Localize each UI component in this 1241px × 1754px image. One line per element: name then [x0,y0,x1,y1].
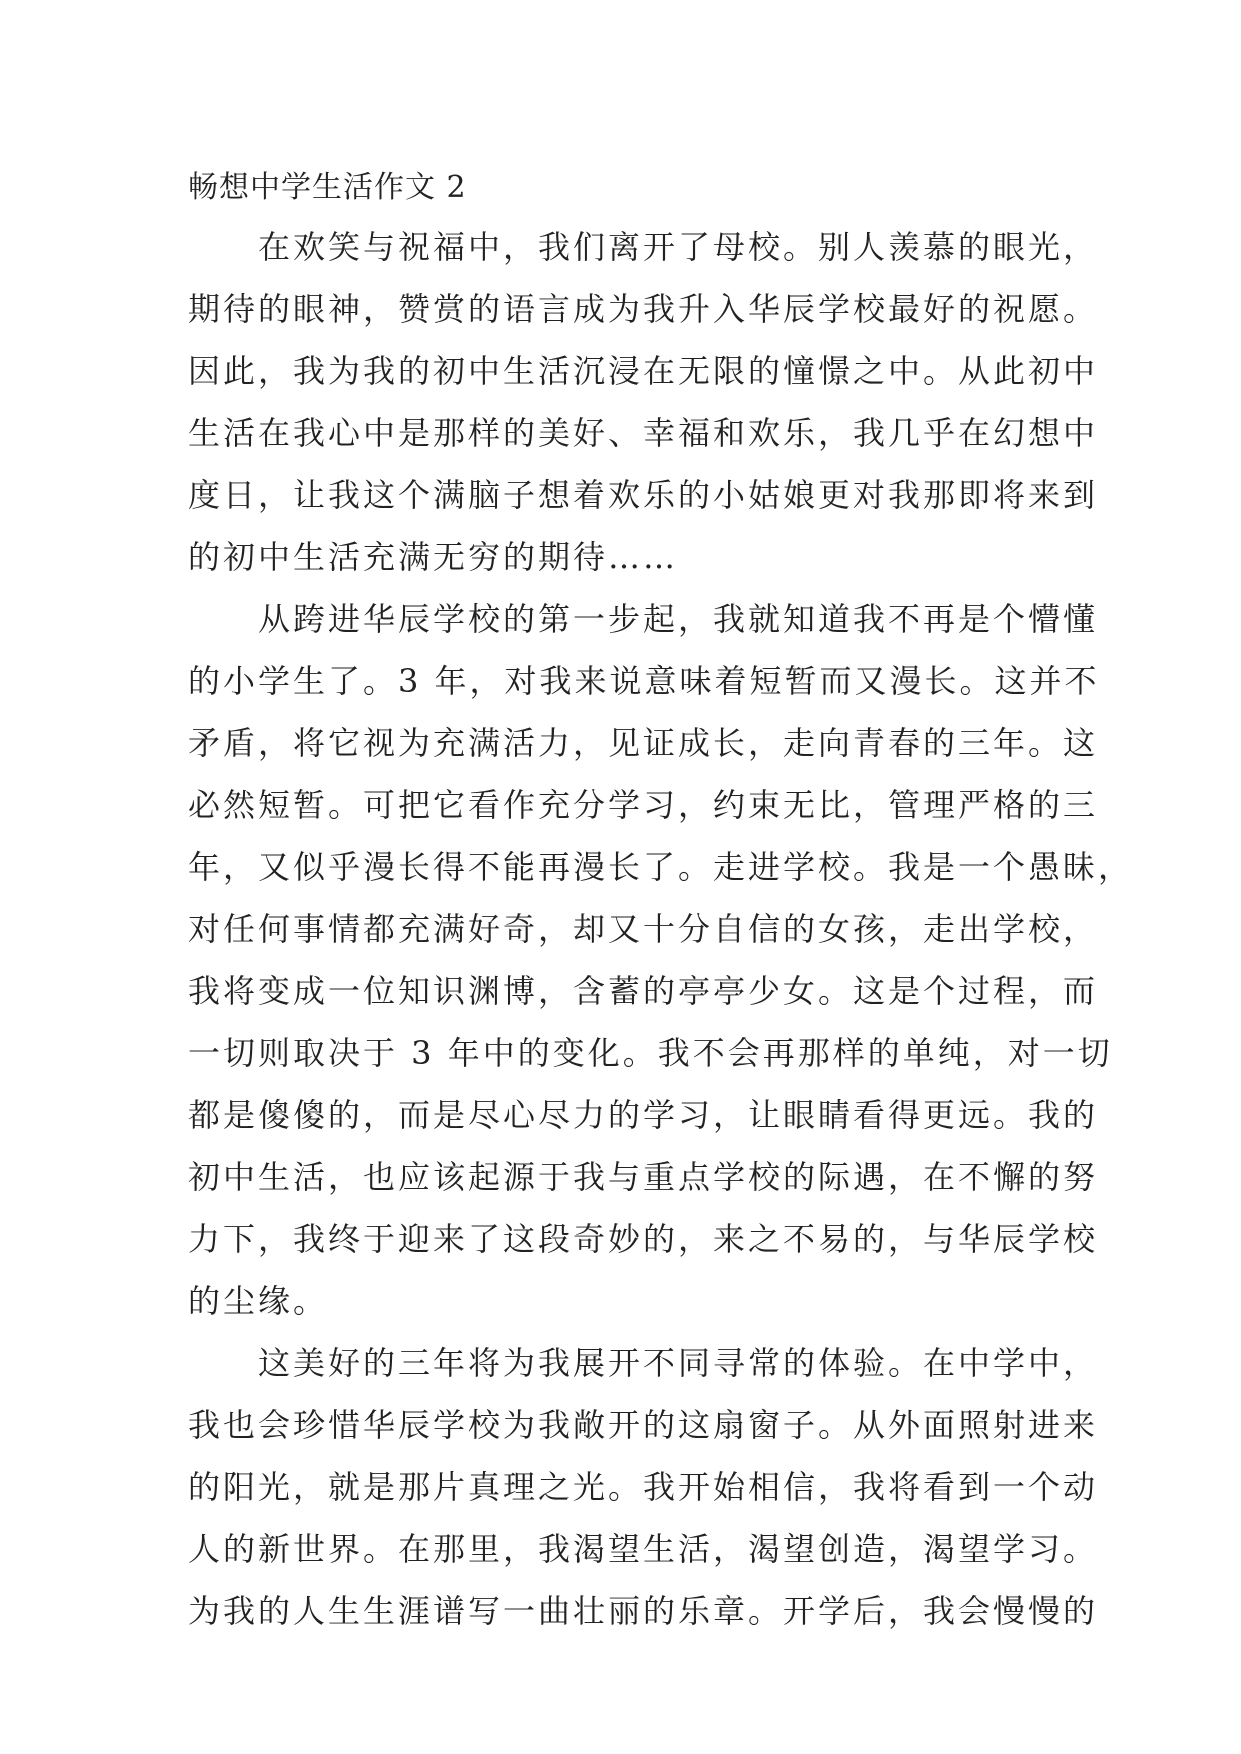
text-line: 因此，我为我的初中生活沉浸在无限的憧憬之中。从此初中 [188,352,1099,390]
paragraph-1 [188,216,1099,588]
text-line: 为我的人生生涯谱写一曲壮丽的乐章。开学后，我会慢慢的 [188,1592,1099,1630]
paragraph-3 [188,1332,1099,1642]
text-line: 必然短暂。可把它看作充分学习，约束无比，管理严格的三 [188,786,1099,824]
text-line: 的阳光，就是那片真理之光。我开始相信，我将看到一个动 [188,1468,1099,1506]
text-line: 度日，让我这个满脑子想着欢乐的小姑娘更对我那即将来到 [188,476,1099,514]
document-body [188,160,1134,1642]
text-line: 我将变成一位知识渊博，含蓄的亭亭少女。这是个过程，而 [188,972,1099,1010]
text-line: 一切则取决于 3 年中的变化。我不会再那样的单纯，对一切 [188,1034,1113,1072]
text-line: 生活在我心中是那样的美好、幸福和欢乐，我几乎在幻想中 [188,414,1099,452]
text-line: 在欢笑与祝福中，我们离开了母校。别人羡慕的眼光， [258,228,1099,266]
text-line: 这美好的三年将为我展开不同寻常的体验。在中学中， [258,1344,1099,1382]
text-line: 人的新世界。在那里，我渴望生活，渴望创造，渴望学习。 [188,1530,1099,1568]
text-line: 初中生活，也应该起源于我与重点学校的际遇，在不懈的努 [188,1158,1099,1196]
text-line: 的小学生了。3 年，对我来说意味着短暂而又漫长。这并不 [188,662,1100,700]
text-line: 都是傻傻的，而是尽心尽力的学习，让眼睛看得更远。我的 [188,1096,1099,1134]
text-line: 从跨进华辰学校的第一步起，我就知道我不再是个懵懂 [258,600,1099,638]
document-title: 畅想中学生活作文 2 [188,170,467,205]
text-line: 的初中生活充满无穷的期待…… [188,538,679,576]
text-line: 期待的眼神，赞赏的语言成为我升入华辰学校最好的祝愿。 [188,290,1099,328]
text-line: 矛盾，将它视为充满活力，见证成长，走向青春的三年。这 [188,724,1099,762]
text-line: 力下，我终于迎来了这段奇妙的，来之不易的，与华辰学校 [188,1220,1099,1258]
paragraph-2 [188,588,1134,1332]
text-line: 对任何事情都充满好奇，却又十分自信的女孩，走出学校， [188,910,1099,948]
text-line: 的尘缘。 [188,1282,329,1320]
text-line: 年，又似乎漫长得不能再漫长了。走进学校。我是一个愚昧， [188,848,1134,886]
text-line: 我也会珍惜华辰学校为我敞开的这扇窗子。从外面照射进来 [188,1406,1099,1444]
